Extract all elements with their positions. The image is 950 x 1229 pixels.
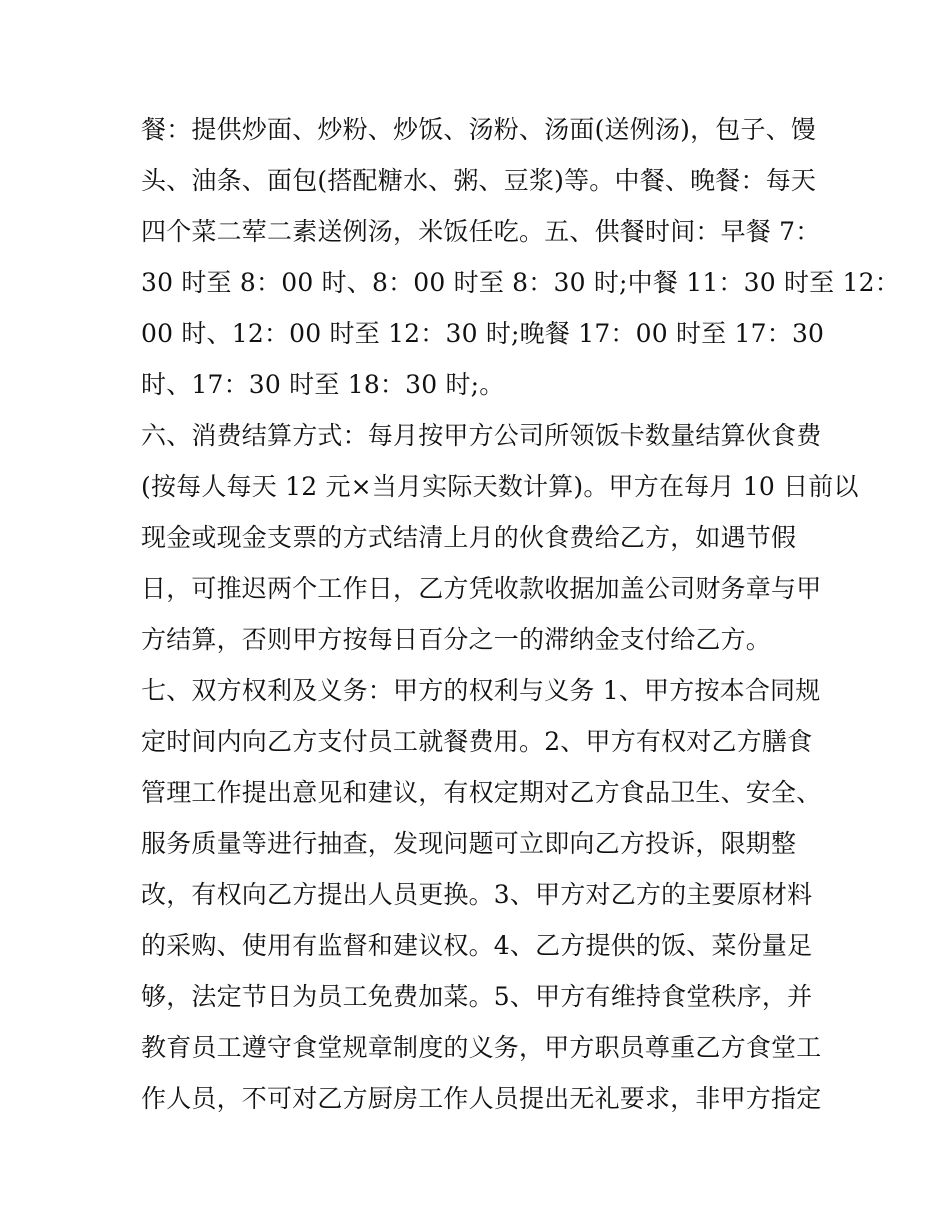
text-line: 头、油条、面包(搭配糖水、粥、豆浆)等。中餐、晚餐：每天	[141, 166, 817, 195]
text-line: 四个菜二荤二素送例汤，米饭任吃。五、供餐时间：早餐 7：	[141, 217, 821, 246]
text-line: 餐：提供炒面、炒粉、炒饭、汤粉、汤面(送例汤)，包子、馒	[141, 115, 817, 144]
text-line: 的采购、使用有监督和建议权。4、乙方提供的饭、菜份量足	[141, 931, 813, 960]
text-line: 00 时、12：00 时至 12：30 时;晚餐 17：00 时至 17：30	[141, 319, 825, 348]
text-line: 现金或现金支票的方式结清上月的伙食费给乙方，如遇节假	[141, 523, 797, 552]
text-line: (按每人每天 12 元×当月实际天数计算)。甲方在每月 10 日前以	[141, 472, 859, 501]
text-line: 服务质量等进行抽查，发现问题可立即向乙方投诉，限期整	[141, 829, 797, 858]
text-line: 30 时至 8：00 时、8：00 时至 8：30 时;中餐 11：30 时至 12：	[141, 268, 900, 297]
text-line: 管理工作提出意见和建议，有权定期对乙方食品卫生、安全、	[141, 778, 822, 807]
text-line: 六、消费结算方式：每月按甲方公司所领饭卡数量结算伙食费	[141, 421, 822, 450]
text-line: 日，可推迟两个工作日，乙方凭收款收据加盖公司财务章与甲	[141, 574, 822, 603]
text-line: 定时间内向乙方支付员工就餐费用。2、甲方有权对乙方膳食	[141, 727, 813, 756]
text-line: 方结算，否则甲方按每日百分之一的滞纳金支付给乙方。	[141, 625, 772, 654]
text-line: 七、双方权利及义务：甲方的权利与义务 1、甲方按本合同规	[141, 676, 821, 705]
text-line: 时、17：30 时至 18：30 时;。	[141, 370, 505, 399]
text-line: 作人员，不可对乙方厨房工作人员提出无礼要求，非甲方指定	[141, 1084, 822, 1113]
text-line: 教育员工遵守食堂规章制度的义务，甲方职员尊重乙方食堂工	[141, 1033, 822, 1062]
text-line: 改，有权向乙方提出人员更换。3、甲方对乙方的主要原材料	[141, 880, 813, 909]
text-line: 够，法定节日为员工免费加菜。5、甲方有维持食堂秩序，并	[141, 982, 813, 1011]
